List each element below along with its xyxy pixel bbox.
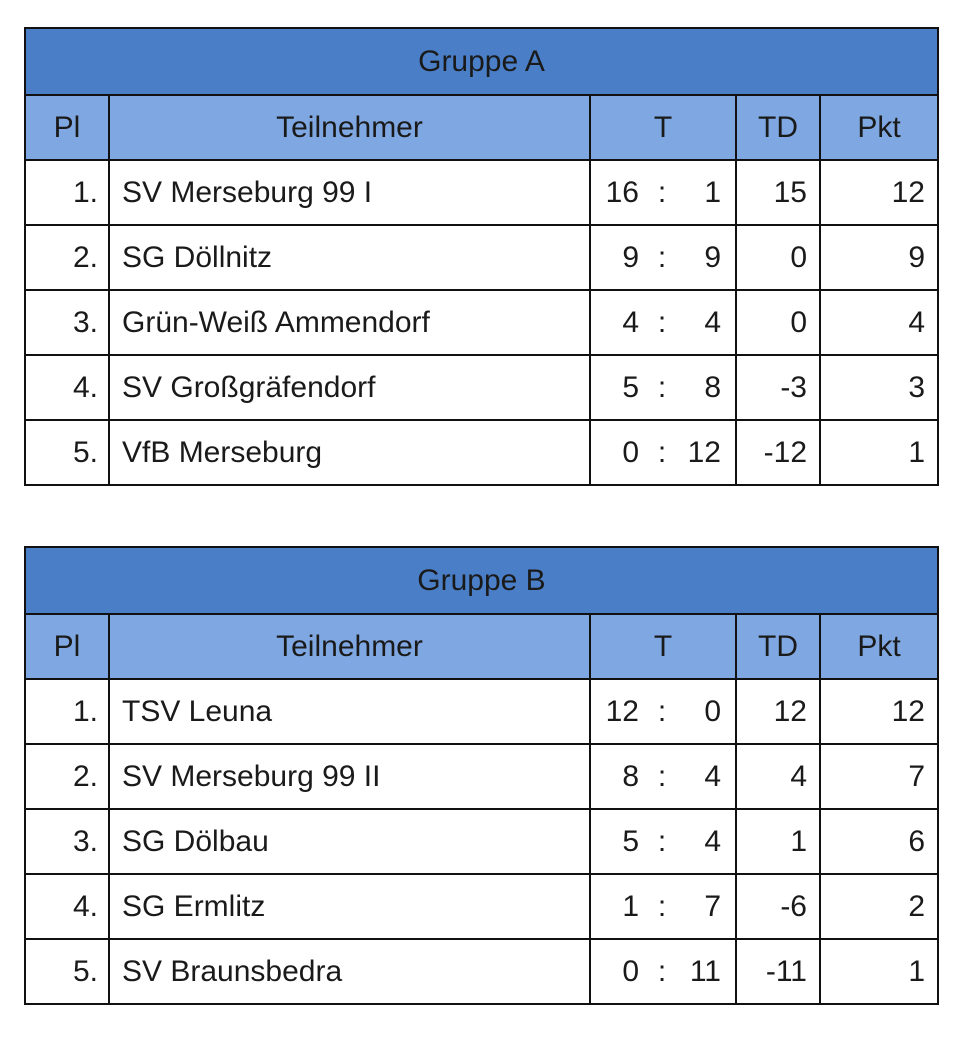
- games-lost: 11: [689, 954, 721, 988]
- games-won: 12: [605, 694, 639, 728]
- rank-cell: 1.: [26, 680, 110, 743]
- games-won: 16: [605, 175, 639, 209]
- team-name-cell: SG Dölbau: [110, 810, 591, 873]
- games-score-cell: [591, 810, 737, 873]
- rank-cell: 4.: [26, 356, 110, 419]
- rank-cell: 3.: [26, 291, 110, 354]
- team-name-cell: SV Großgräfendorf: [110, 356, 591, 419]
- team-name-cell: SV Braunsbedra: [110, 940, 591, 1003]
- team-name-cell: TSV Leuna: [110, 680, 591, 743]
- points-cell: 7: [908, 759, 925, 793]
- games-score-cell: [591, 161, 737, 224]
- table-row: [26, 875, 937, 940]
- header-pkt: Pkt: [857, 629, 901, 663]
- games-won: 1: [622, 889, 639, 923]
- rank-cell: 3.: [26, 810, 110, 873]
- games-lost: 12: [687, 435, 721, 469]
- games-lost: 1: [704, 175, 721, 209]
- games-score-cell: [591, 291, 737, 354]
- games-score-cell: [591, 226, 737, 289]
- group-title: Gruppe B: [26, 548, 937, 615]
- points-cell: 12: [891, 175, 925, 209]
- game-difference-cell: -6: [737, 875, 821, 938]
- score-separator: :: [657, 889, 667, 923]
- header-t: T: [591, 615, 737, 678]
- score-separator: :: [657, 175, 667, 209]
- rank-cell: 1.: [26, 161, 110, 224]
- games-won: 0: [622, 435, 639, 469]
- game-difference-cell: 1: [737, 810, 821, 873]
- points-cell: 1: [908, 435, 925, 469]
- games-lost: 0: [704, 694, 721, 728]
- team-name-cell: SV Merseburg 99 I: [110, 161, 591, 224]
- points-cell: 1: [908, 954, 925, 988]
- team-name-cell: SV Merseburg 99 II: [110, 745, 591, 808]
- rank-cell: 5.: [26, 421, 110, 484]
- game-difference-cell: -11: [737, 940, 821, 1003]
- games-won: 0: [622, 954, 639, 988]
- header-td: TD: [737, 96, 821, 159]
- rank-cell: 5.: [26, 940, 110, 1003]
- header-pkt: Pkt: [857, 110, 901, 144]
- table-header-row: [26, 615, 937, 680]
- game-difference-cell: 0: [737, 291, 821, 354]
- games-score-cell: [591, 940, 737, 1003]
- table-row: [26, 745, 937, 810]
- game-difference-cell: 4: [737, 745, 821, 808]
- points-cell: 3: [908, 370, 925, 404]
- group-a-table: [24, 27, 939, 486]
- games-lost: 9: [704, 240, 721, 274]
- points-cell: 4: [908, 305, 925, 339]
- table-row: [26, 226, 937, 291]
- header-name: Teilnehmer: [110, 615, 591, 678]
- games-lost: 8: [704, 370, 721, 404]
- score-separator: :: [657, 370, 667, 404]
- group-b-table: [24, 546, 939, 1005]
- game-difference-cell: -3: [737, 356, 821, 419]
- team-name-cell: Grün-Weiß Ammendorf: [110, 291, 591, 354]
- games-score-cell: [591, 680, 737, 743]
- games-score-cell: [591, 356, 737, 419]
- score-separator: :: [657, 435, 667, 469]
- group-title: Gruppe A: [26, 29, 937, 96]
- rank-cell: 2.: [26, 745, 110, 808]
- games-lost: 4: [704, 824, 721, 858]
- points-cell: 2: [908, 889, 925, 923]
- points-cell: 12: [891, 694, 925, 728]
- game-difference-cell: -12: [737, 421, 821, 484]
- rank-cell: 4.: [26, 875, 110, 938]
- table-row: [26, 356, 937, 421]
- header-t: T: [591, 96, 737, 159]
- games-won: 4: [622, 305, 639, 339]
- games-lost: 4: [704, 305, 721, 339]
- table-row: [26, 161, 937, 226]
- score-separator: :: [657, 759, 667, 793]
- score-separator: :: [657, 824, 667, 858]
- score-separator: :: [657, 954, 667, 988]
- game-difference-cell: 15: [737, 161, 821, 224]
- games-won: 9: [622, 240, 639, 274]
- games-won: 5: [622, 370, 639, 404]
- games-lost: 4: [704, 759, 721, 793]
- score-separator: :: [657, 240, 667, 274]
- table-row: [26, 810, 937, 875]
- team-name-cell: SG Ermlitz: [110, 875, 591, 938]
- header-pl: Pl: [26, 96, 110, 159]
- points-cell: 6: [908, 824, 925, 858]
- table-row: [26, 680, 937, 745]
- games-score-cell: [591, 745, 737, 808]
- header-td: TD: [737, 615, 821, 678]
- table-row: [26, 291, 937, 356]
- games-won: 8: [622, 759, 639, 793]
- header-pl: Pl: [26, 615, 110, 678]
- score-separator: :: [657, 694, 667, 728]
- games-lost: 7: [704, 889, 721, 923]
- team-name-cell: VfB Merseburg: [110, 421, 591, 484]
- games-score-cell: [591, 421, 737, 484]
- games-score-cell: [591, 875, 737, 938]
- game-difference-cell: 0: [737, 226, 821, 289]
- game-difference-cell: 12: [737, 680, 821, 743]
- header-name: Teilnehmer: [110, 96, 591, 159]
- table-row: [26, 421, 937, 484]
- team-name-cell: SG Döllnitz: [110, 226, 591, 289]
- points-cell: 9: [908, 240, 925, 274]
- rank-cell: 2.: [26, 226, 110, 289]
- table-header-row: [26, 96, 937, 161]
- table-row: [26, 940, 937, 1003]
- games-won: 5: [622, 824, 639, 858]
- score-separator: :: [657, 305, 667, 339]
